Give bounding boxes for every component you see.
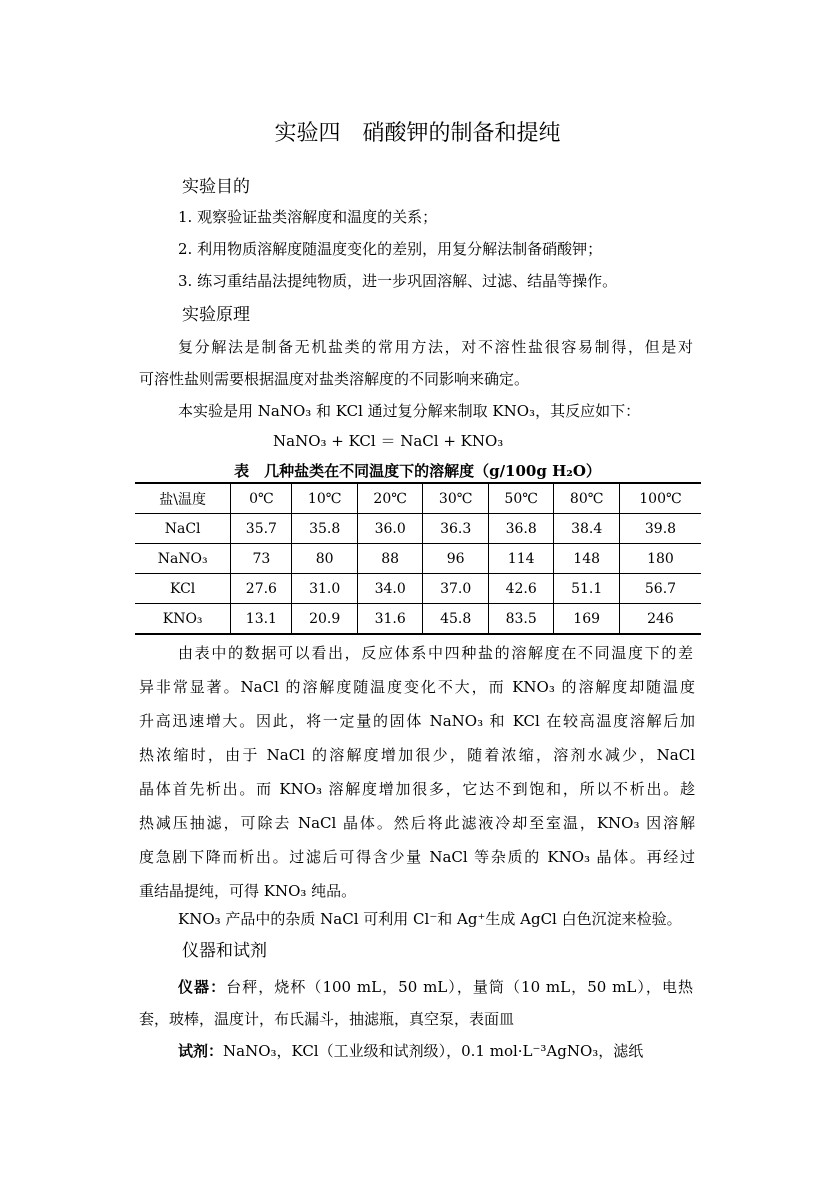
purpose-item-3: 3. 练习重结晶法提纯物质，进一步巩固溶解、过滤、结晶等操作。 [178,272,618,290]
table-cell: NaCl [135,514,231,544]
table-cell: 88 [357,544,423,574]
table-cell: 20.9 [292,604,358,635]
table-row [135,574,701,604]
table-cell: KNO₃ [135,604,231,635]
table-cell: 51.1 [554,574,620,604]
reaction-equation: NaNO₃ + KCl ＝ NaCl + KNO₃ [273,432,504,450]
table-cell: 39.8 [619,514,701,544]
table-cell: KCl [135,574,231,604]
table-header-cell: 20℃ [357,483,423,514]
table-cell: 56.7 [619,574,701,604]
table-cell: 83.5 [488,604,554,635]
table-cell: 31.6 [357,604,423,635]
table-cell: 27.6 [231,574,292,604]
table-cell: 37.0 [423,574,489,604]
solubility-table [135,482,701,635]
table-cell: 169 [554,604,620,635]
table-caption: 表 几种盐类在不同温度下的溶解度（g/100g H₂O） [234,462,601,480]
table-cell: 114 [488,544,554,574]
apparatus-label: 仪器： [178,978,227,996]
principle-para2: 本实验是用 NaNO₃ 和 KCl 通过复分解来制取 KNO₃，其反应如下： [178,402,641,420]
table-header-cell: 80℃ [554,483,620,514]
table-cell: NaNO₃ [135,544,231,574]
principle-para1-line1: 复分解法是制备无机盐类的常用方法，对不溶性盐很容易制得，但是对 [178,338,693,356]
principle-para1-line2: 可溶性盐则需要根据温度对盐类溶解度的不同影响来确定。 [139,370,530,388]
table-cell: 45.8 [423,604,489,635]
table-header-cell: 50℃ [488,483,554,514]
impurity-test-note: KNO₃ 产品中的杂质 NaCl 可利用 Cl⁻和 Ag⁺生成 AgCl 白色沉淀来检验。 [178,910,682,928]
analysis-line-5: 晶体首先析出。而 KNO₃ 溶解度增加很多，它达不到饱和，所以不析出。趁 [139,780,695,798]
table-header-cell: 盐\温度 [135,483,231,514]
reagents-text: NaNO₃，KCl（工业级和试剂级），0.1 mol·L⁻³AgNO₃，滤纸 [223,1042,644,1060]
table-cell: 13.1 [231,604,292,635]
analysis-line-3: 升高迅速增大。因此，将一定量的固体 NaNO₃ 和 KCl 在较高温度溶解后加 [139,712,695,730]
table-cell: 35.8 [292,514,358,544]
table-cell: 38.4 [554,514,620,544]
analysis-line-8: 重结晶提纯，可得 KNO₃ 纯品。 [139,882,357,900]
table-row [135,544,701,574]
table-header-cell: 10℃ [292,483,358,514]
table-cell: 36.8 [488,514,554,544]
analysis-line-6: 热减压抽滤，可除去 NaCl 晶体。然后将此滤液冷却至室温，KNO₃ 因溶解 [139,814,695,832]
analysis-line-4: 热浓缩时，由于 NaCl 的溶解度增加很少，随着浓缩，溶剂水减少，NaCl [139,746,695,764]
analysis-line-7: 度急剧下降而析出。过滤后可得含少量 NaCl 等杂质的 KNO₃ 晶体。再经过 [139,848,695,866]
table-cell: 73 [231,544,292,574]
page-title: 实验四 硝酸钾的制备和提纯 [274,121,561,146]
table-cell: 34.0 [357,574,423,604]
table-cell: 246 [619,604,701,635]
table-row [135,514,701,544]
table-header-cell: 0℃ [231,483,292,514]
apparatus-text: 台秤，烧杯（100 mL，50 mL），量筒（10 mL，50 mL），电热 [226,978,693,996]
table-header-row [135,483,701,514]
analysis-line-2: 异非常显著。NaCl 的溶解度随温度变化不大，而 KNO₃ 的溶解度却随温度 [139,678,695,696]
table-cell: 148 [554,544,620,574]
table-cell: 180 [619,544,701,574]
apparatus-line-2: 套，玻棒，温度计，布氏漏斗，抽滤瓶，真空泵，表面皿 [139,1010,515,1028]
reagents-label: 试剂： [178,1042,224,1060]
table-header-cell: 100℃ [619,483,701,514]
table-cell: 36.3 [423,514,489,544]
table-row [135,604,701,635]
section-heading-apparatus: 仪器和试剂 [182,941,267,961]
section-heading-purpose: 实验目的 [182,177,250,197]
table-cell: 36.0 [357,514,423,544]
table-cell: 35.7 [231,514,292,544]
reagents-line [178,1040,643,1061]
apparatus-line-1 [178,976,693,997]
table-cell: 96 [423,544,489,574]
purpose-item-1: 1. 观察验证盐类溶解度和温度的关系； [178,208,438,226]
table-cell: 80 [292,544,358,574]
table-cell: 31.0 [292,574,358,604]
analysis-line-1: 由表中的数据可以看出，反应体系中四种盐的溶解度在不同温度下的差 [178,644,693,662]
table-cell: 42.6 [488,574,554,604]
purpose-item-2: 2. 利用物质溶解度随温度变化的差别，用复分解法制备硝酸钾； [178,240,603,258]
table-header-cell: 30℃ [423,483,489,514]
section-heading-principle: 实验原理 [182,305,250,325]
